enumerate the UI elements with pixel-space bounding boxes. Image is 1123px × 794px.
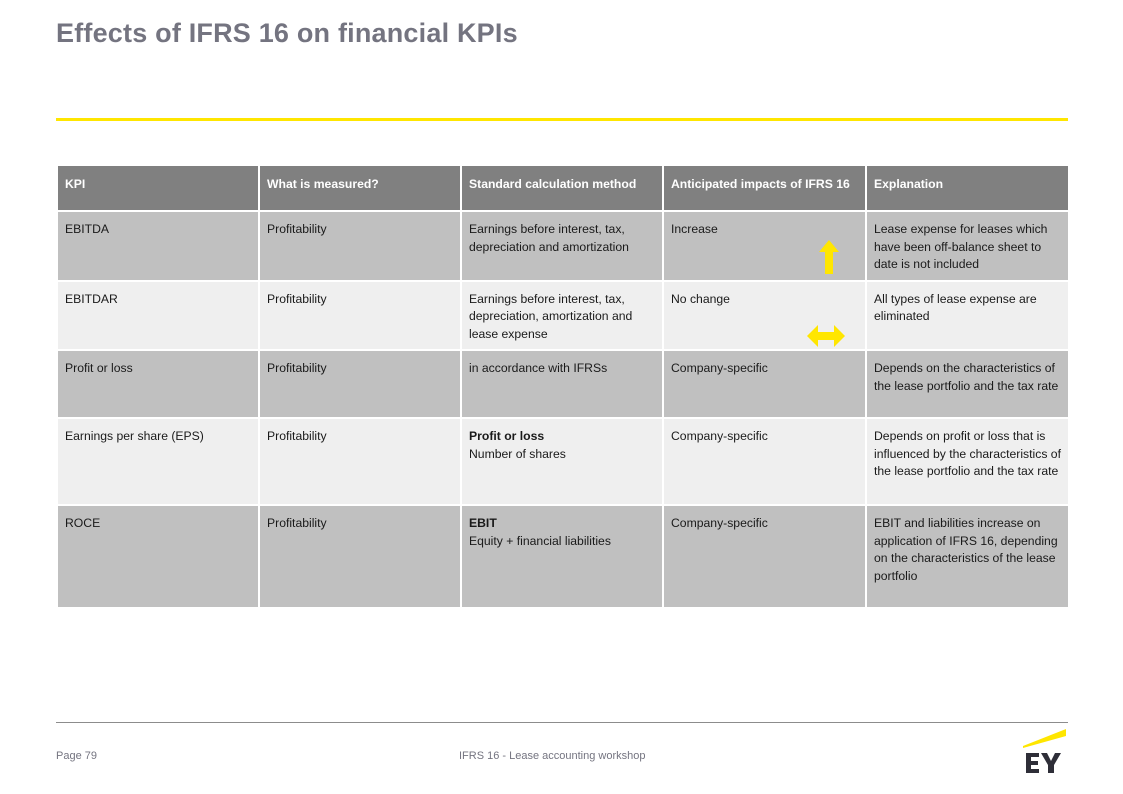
impact-cell [663, 281, 866, 351]
table-row [57, 418, 1069, 505]
arrow-up-icon [819, 240, 839, 274]
calculation-text: Earnings before interest, tax, depreciation and amortization [469, 222, 629, 254]
calculation-denominator: Number of shares [469, 446, 566, 461]
calculation-cell [461, 418, 663, 505]
impact-text: No change [671, 291, 730, 306]
explanation-cell: EBIT and liabilities increase on application of IFRS 16, depending on the characteristics of the lease portfolio [866, 505, 1069, 608]
kpi-cell: EBITDA [57, 211, 259, 281]
calculation-text: in accordance with IFRSs [469, 361, 608, 375]
table-row [57, 211, 1069, 281]
ey-logo-icon [1020, 729, 1068, 775]
column-header-measured: What is measured? [259, 165, 461, 211]
calculation-cell [461, 505, 663, 608]
impact-cell [663, 211, 866, 281]
table-row [57, 281, 1069, 351]
calculation-numerator: EBIT [469, 516, 497, 530]
explanation-cell: Depends on the characteristics of the lease portfolio and the tax rate [866, 350, 1069, 418]
page-number: Page 79 [56, 750, 97, 762]
column-header-impact: Anticipated impacts of IFRS 16 [663, 165, 866, 211]
calculation-denominator: Equity + financial liabilities [469, 533, 611, 548]
kpi-cell: EBITDAR [57, 281, 259, 351]
kpi-cell: Earnings per share (EPS) [57, 418, 259, 505]
page-title: Effects of IFRS 16 on financial KPIs [56, 18, 518, 48]
measured-cell: Profitability [259, 350, 461, 418]
arrow-left-right-icon [807, 325, 845, 347]
column-header-kpi: KPI [57, 165, 259, 211]
explanation-cell: All types of lease expense are eliminated [866, 281, 1069, 351]
calculation-cell [461, 211, 663, 281]
impact-cell: Company-specific [663, 418, 866, 505]
measured-cell: Profitability [259, 281, 461, 351]
kpi-cell: Profit or loss [57, 350, 259, 418]
calculation-numerator: Profit or loss [469, 429, 545, 443]
kpi-cell: ROCE [57, 505, 259, 608]
measured-cell: Profitability [259, 505, 461, 608]
kpi-table [56, 164, 1070, 609]
calculation-text: Earnings before interest, tax, depreciation, amortization and lease expense [469, 291, 633, 341]
calculation-cell [461, 281, 663, 351]
title-divider [56, 118, 1068, 121]
impact-cell: Company-specific [663, 505, 866, 608]
table-header-row [57, 165, 1069, 211]
explanation-cell: Depends on profit or loss that is influenced by the characteristics of the lease portfolio and the tax rate [866, 418, 1069, 505]
measured-cell: Profitability [259, 211, 461, 281]
column-header-explanation: Explanation [866, 165, 1069, 211]
explanation-cell: Lease expense for leases which have been off-balance sheet to date is not included [866, 211, 1069, 281]
table-row [57, 350, 1069, 418]
impact-text: Increase [671, 222, 718, 236]
impact-cell: Company-specific [663, 350, 866, 418]
table-row [57, 505, 1069, 608]
measured-cell: Profitability [259, 418, 461, 505]
column-header-calculation: Standard calculation method [461, 165, 663, 211]
footer-divider [56, 722, 1068, 723]
calculation-cell [461, 350, 663, 418]
footer-workshop-title: IFRS 16 - Lease accounting workshop [459, 750, 646, 762]
